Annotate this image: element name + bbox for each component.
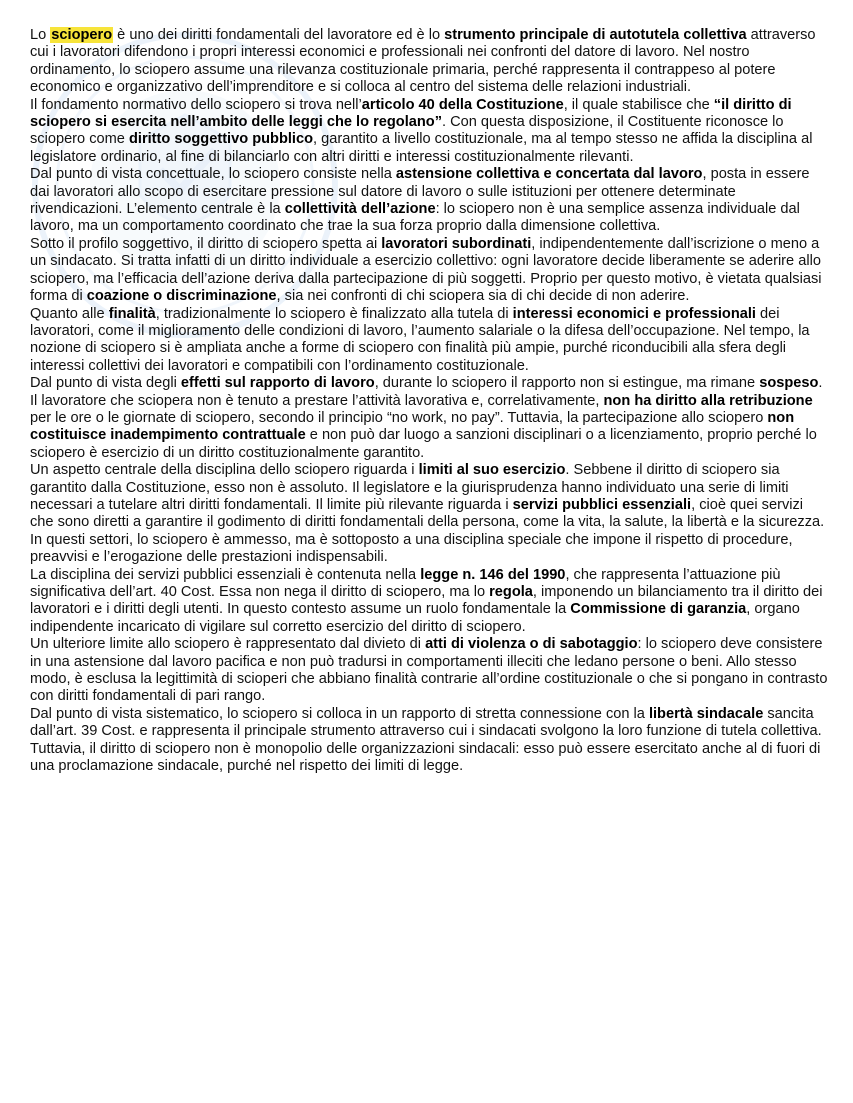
- text-run: per le ore o le giornate di sciopero, secondo il principio “no work, no pay”. Tuttavia, la partecipazione allo sciopero: [30, 409, 768, 426]
- paragraph: [30, 97, 830, 167]
- bold-term: legge n. 146 del 1990: [420, 566, 566, 583]
- text-run: , posta in essere dai lavoratori allo scopo di esercitare pressione sul datore di lavoro o sulle istituzioni per ottenere determinate rivendicazioni. L’elemento centrale è la: [30, 166, 810, 218]
- text-run: , che rappresenta l’attuazione più significativa dell’art. 40 Cost. Essa non nega il diritto di sciopero, ma lo: [30, 566, 781, 600]
- text-run: La disciplina dei servizi pubblici essenziali è contenuta nella: [30, 566, 421, 583]
- text-run: Un ulteriore limite allo sciopero è rappresentato dal divieto di: [30, 636, 426, 653]
- bold-term: lavoratori subordinati: [381, 235, 532, 252]
- bold-term: regola: [489, 584, 533, 600]
- text-run: Quanto alle: [30, 305, 109, 322]
- text-run: e non può dar luogo a sanzioni disciplinari o a licenziamento, proprio perché lo sciopero è esercizio di un diritto costituzionalmente garantito.: [30, 427, 817, 461]
- text-run: Un aspetto centrale della disciplina dello sciopero riguarda i: [30, 462, 419, 479]
- text-run: , indipendentemente dall’iscrizione o meno a un sindacato. Si tratta infatti di un diritto individuale a esercizio collettivo: ogni lavoratore decide liberamente se aderire allo sciopero, ma l’efficacia dell’azione deriva dalla partecipazione di più soggetti. Proprio per questo motivo, è vietata qualsiasi forma di: [30, 235, 822, 305]
- document-body: [30, 27, 830, 775]
- bold-term: effetti sul rapporto di lavoro: [180, 375, 375, 392]
- paragraph: [30, 166, 830, 236]
- bold-term: atti di violenza o di sabotaggio: [425, 636, 638, 653]
- paragraph: [30, 236, 830, 306]
- bold-term: coazione o discriminazione: [86, 288, 277, 305]
- text-run: , organo indipendente incaricato di vigilare sul corretto esercizio del diritto di sciopero.: [30, 601, 800, 635]
- text-run: Dal punto di vista degli: [30, 375, 181, 392]
- bold-term: sospeso: [759, 375, 819, 392]
- text-run: , cioè quei servizi che sono diretti a garantire il godimento di diritti fondamentali della persona, come la vita, la salute, la libertà e la sicurezza. In questi settori, lo sciopero è ammesso, ma è sottoposto a una disciplina speciale che impone il rispetto di procedure, preavvisi e l’erogazione delle prestazioni indispensabili.: [30, 496, 825, 566]
- text-run: Dal punto di vista concettuale, lo sciopero consiste nella: [30, 166, 396, 183]
- bold-term: limiti al suo esercizio: [418, 462, 566, 479]
- text-run: Lo: [30, 27, 51, 43]
- paragraph: [30, 462, 830, 566]
- text-run: sancita dall’art. 39 Cost. e rappresenta il principale strumento attraverso cui i sindacati svolgono la loro funzione di tutela collettiva. Tuttavia, il diritto di sciopero non è monopolio delle organizzazioni sindacali: esso può essere esercitato anche al di fuori di una proclamazione sindacale, purché nel rispetto dei limiti di legge.: [30, 705, 822, 775]
- bold-term: Commissione di garanzia: [570, 601, 747, 618]
- bold-term: “il diritto di sciopero si esercita nell’ambito delle leggi che lo regolano”: [30, 96, 792, 131]
- bold-term: non costituisce inadempimento contrattuale: [30, 409, 795, 444]
- text-run: . Il lavoratore che sciopera non è tenuto a prestare l’attività lavorativa e, correlativamente,: [30, 375, 823, 409]
- paragraph: [30, 27, 830, 97]
- bold-term: articolo 40 della Costituzione: [361, 96, 564, 113]
- text-run: : lo sciopero non è una semplice assenza individuale dal lavoro, ma un comportamento coordinato che trae la sua forza proprio dalla dimensione collettiva.: [30, 201, 800, 235]
- text-run: , durante lo sciopero il rapporto non si estingue, ma rimane: [374, 375, 760, 392]
- text-run: Dal punto di vista sistematico, lo sciopero si colloca in un rapporto di stretta connessione con la: [30, 705, 649, 722]
- bold-term: libertà sindacale: [648, 705, 764, 722]
- bold-term: interessi economici e professionali: [512, 305, 756, 322]
- bold-term: collettività dell’azione: [284, 201, 436, 218]
- bold-term: non ha diritto alla retribuzione: [603, 392, 813, 409]
- text-run: , tradizionalmente lo sciopero è finalizzato alla tutela di: [155, 305, 513, 322]
- text-run: Sotto il profilo soggettivo, il diritto di sciopero spetta ai: [30, 235, 382, 252]
- paragraph: [30, 706, 830, 776]
- paragraph: [30, 375, 830, 462]
- text-run: , imponendo un bilanciamento tra il diritto dei lavoratori e i diritti degli utenti. In questo contesto assume un ruolo fondamentale la: [30, 584, 823, 618]
- bold-term: astensione collettiva e concertata dal lavoro: [395, 166, 703, 183]
- paragraph: [30, 636, 830, 706]
- bold-term: finalità: [108, 305, 156, 322]
- text-run: è uno dei diritti fondamentali del lavoratore ed è lo: [113, 27, 445, 43]
- text-run: , il quale stabilisce che: [563, 96, 714, 113]
- paragraph: [30, 567, 830, 637]
- bold-term: servizi pubblici essenziali: [512, 496, 692, 513]
- bold-term: strumento principale di autotutela collettiva: [444, 27, 747, 43]
- text-run: Il fondamento normativo dello sciopero si trova nell’: [30, 96, 362, 113]
- text-run: , garantito a livello costituzionale, ma al tempo stesso ne affida la disciplina al legislatore ordinario, al fine di bilanciarlo con altri diritti e interessi costituzionalmente rilevanti.: [30, 131, 813, 165]
- text-run: attraverso cui i lavoratori difendono i propri interessi economici e professionali nei confronti del datore di lavoro. Nel nostro ordinamento, lo sciopero assume una rilevanza costituzionale primaria, perché rappresenta il contrappeso al potere economico e organizzativo dell’imprenditore e si colloca al centro del sistema delle relazioni industriali.: [30, 27, 816, 96]
- text-run: dei lavoratori, come il miglioramento delle condizioni di lavoro, l’aumento salariale o la difesa dell’occupazione. Nel tempo, la nozione di sciopero si è ampliata anche a forme di sciopero con finalità più ampie, purché riconducibili alla sfera degli interessi collettivi dei lavoratori e compatibili con l’ordinamento costituzionale.: [30, 305, 810, 374]
- text-run: , sia nei confronti di chi sciopera sia di chi decide di non aderire.: [276, 288, 690, 305]
- text-run: . Con questa disposizione, il Costituente riconosce lo sciopero come: [30, 114, 784, 148]
- text-run: . Sebbene il diritto di sciopero sia garantito dalla Costituzione, esso non è assoluto. Il legislatore e la giurisprudenza hanno individuato una serie di limiti necessari a tutelare altri diritti fondamentali. Il limite più rilevante riguarda i: [30, 462, 789, 513]
- highlighted-term: sciopero: [51, 27, 113, 43]
- paragraph: [30, 306, 830, 376]
- text-run: : lo sciopero deve consistere in una astensione dal lavoro pacifica e non può tradursi in comportamenti illeciti che ledano persone o beni. Allo stesso modo, è esclusa la legittimità di scioperi che abbiano finalità contrarie all’ordine costituzionale o che si pongano in contrasto con diritti fondamentali di pari rango.: [30, 636, 828, 705]
- bold-term: diritto soggettivo pubblico: [128, 131, 313, 148]
